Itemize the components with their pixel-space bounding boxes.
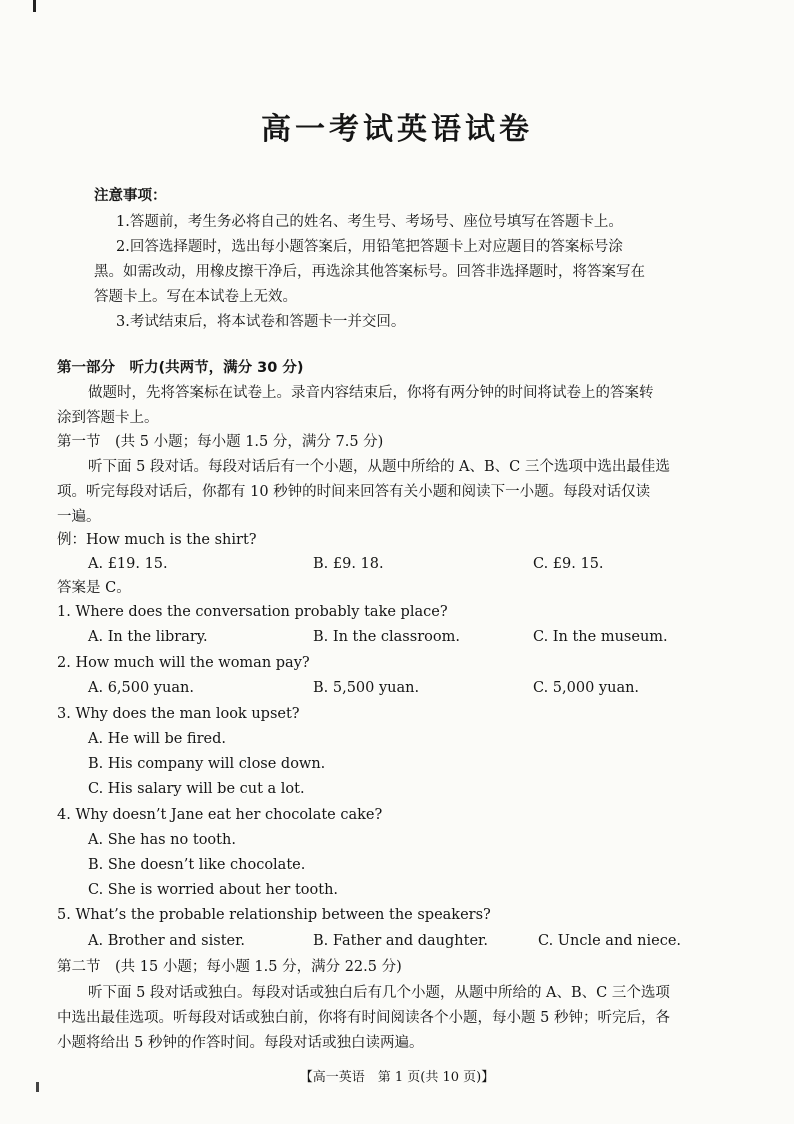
question-3: 3. Why does the man look upset?: [57, 706, 300, 722]
notes-item: 2.回答选择题时，选出每小题答案后，用铅笔把答题卡上对应题目的答案标号涂: [116, 239, 623, 255]
section2-intro: 中选出最佳选项。听每段对话或独白前，你将有时间阅读各个小题，每小题 5 秒钟；听完后，各: [57, 1010, 670, 1026]
example-option-c: C. £9. 15.: [533, 556, 604, 572]
option-a: A. Brother and sister.: [88, 933, 246, 949]
notes-item: 3.考试结束后，将本试卷和答题卡一并交回。: [116, 314, 406, 330]
notes-heading: 注意事项：: [94, 188, 167, 204]
part1-intro: 涂到答题卡上。: [57, 410, 159, 426]
example-option-a: A. £19. 15.: [88, 556, 168, 572]
section1-heading: 第一节 (共 5 小题；每小题 1.5 分，满分 7.5 分): [57, 434, 384, 450]
option-a: A. In the library.: [88, 629, 208, 645]
option-c: C. In the museum.: [533, 629, 668, 645]
option-b: B. His company will close down.: [88, 756, 326, 772]
section1-intro: 一遍。: [57, 509, 101, 525]
section2-heading: 第二节 (共 15 小题；每小题 1.5 分，满分 22.5 分): [57, 959, 402, 975]
part1-intro: 做题时，先将答案标在试卷上。录音内容结束后，你将有两分钟的时间将试卷上的答案转: [88, 385, 654, 401]
example-answer: 答案是 C。: [57, 580, 131, 596]
notes-item: 答题卡上。写在本试卷上无效。: [94, 289, 297, 305]
notes-item: 1.答题前，考生务必将自己的姓名、考生号、考场号、座位号填写在答题卡上。: [116, 214, 623, 230]
question-1: 1. Where does the conversation probably take place?: [57, 604, 448, 620]
question-2: 2. How much will the woman pay?: [57, 655, 310, 671]
section1-intro: 项。听完每段对话后，你都有 10 秒钟的时间来回答有关小题和阅读下一小题。每段对话仅读: [57, 484, 651, 500]
example-option-b: B. £9. 18.: [313, 556, 384, 572]
option-b: B. In the classroom.: [313, 629, 460, 645]
option-a: A. 6,500 yuan.: [88, 680, 194, 696]
question-5: 5. What’s the probable relationship between the speakers?: [57, 907, 491, 923]
option-a: A. She has no tooth.: [88, 832, 236, 848]
option-a: A. He will be fired.: [88, 731, 227, 747]
section2-intro: 听下面 5 段对话或独白。每段对话或独白后有几个小题，从题中所给的 A、B、C 三个选项: [88, 985, 670, 1001]
option-c: C. Uncle and niece.: [538, 933, 682, 949]
option-c: C. His salary will be cut a lot.: [88, 781, 305, 797]
exam-title: 高一考试英语试卷: [261, 112, 533, 147]
option-c: C. She is worried about her tooth.: [88, 882, 339, 898]
part1-heading: 第一部分 听力(共两节，满分 30 分): [57, 360, 304, 376]
scan-mark: [33, 0, 36, 12]
section2-intro: 小题将给出 5 秒钟的作答时间。每段对话或独白读两遍。: [57, 1035, 424, 1051]
section1-intro: 听下面 5 段对话。每段对话后有一个小题，从题中所给的 A、B、C 三个选项中选出最佳选: [88, 459, 670, 475]
option-b: B. 5,500 yuan.: [313, 680, 420, 696]
option-c: C. 5,000 yuan.: [533, 680, 640, 696]
page-footer: 【高一英语 第 1 页(共 10 页)】: [299, 1070, 495, 1085]
question-4: 4. Why doesn’t Jane eat her chocolate cake?: [57, 807, 383, 823]
option-b: B. She doesn’t like chocolate.: [88, 857, 306, 873]
option-b: B. Father and daughter.: [313, 933, 488, 949]
notes-item: 黑。如需改动，用橡皮擦干净后，再选涂其他答案标号。回答非选择题时，将答案写在: [94, 264, 645, 280]
example-question: 例：How much is the shirt?: [57, 532, 257, 548]
